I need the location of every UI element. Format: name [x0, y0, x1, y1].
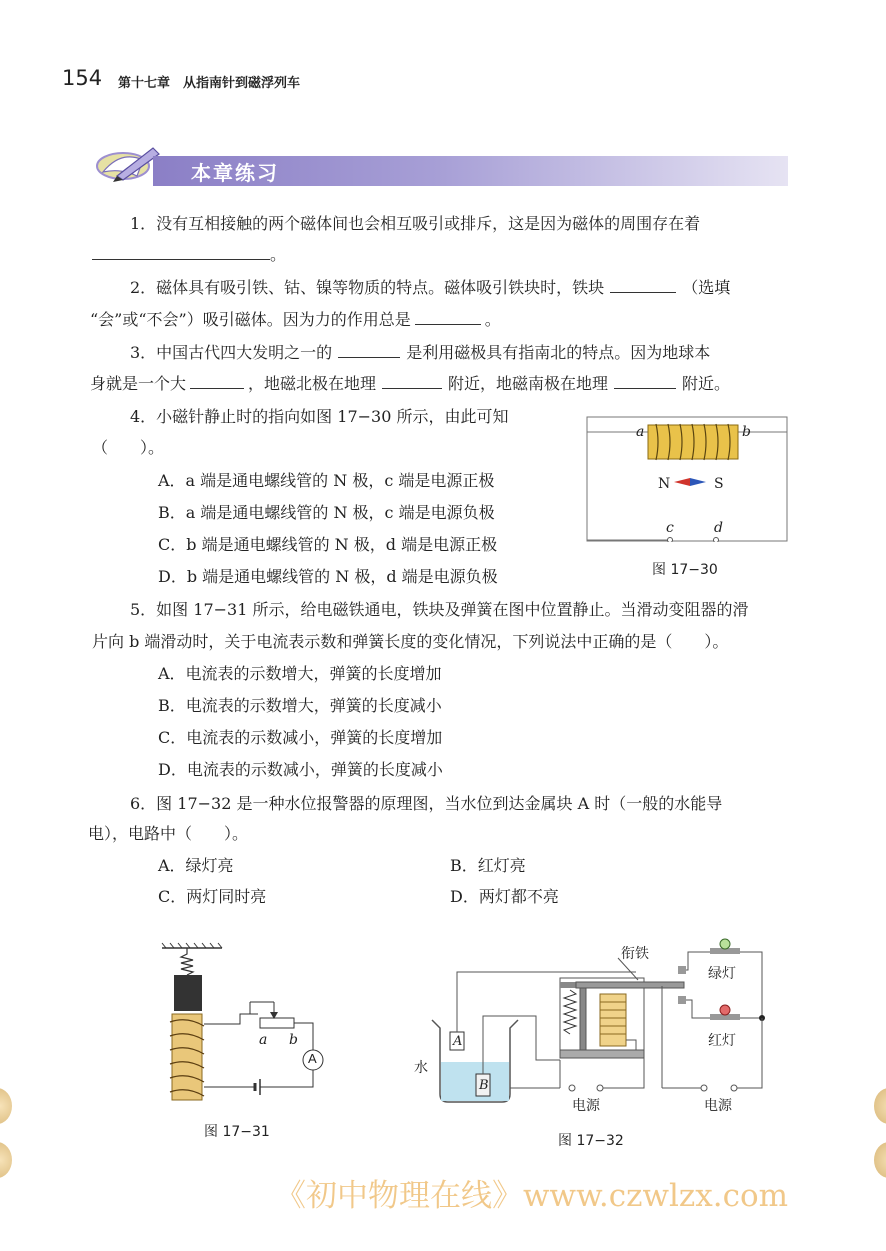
fig32-block-b-label: B	[479, 1078, 489, 1093]
fig32-power2-label: 电源	[704, 1098, 732, 1114]
fig32-power1-label: 电源	[572, 1098, 600, 1114]
q1-line1: 1．没有互相接触的两个磁体间也会相互吸引或排斥，这是因为磁体的周围存在着	[130, 214, 701, 233]
q6-option-c: C．两灯同时亮	[158, 887, 267, 906]
figure-17-32	[410, 938, 780, 1116]
q6-line1: 6．图 17−32 是一种水位报警器的原理图，当水位到达金属块 A 时（一般的水能导	[130, 794, 723, 813]
side-decoration-right-2	[874, 1142, 886, 1178]
red-lamp	[720, 1005, 730, 1015]
fig30-caption: 图 17−30	[652, 562, 718, 578]
watermark: 《初中物理在线》www.czwlzx.com	[275, 1178, 789, 1214]
q5-option-d: D．电流表的示数减小，弹簧的长度减小	[158, 760, 443, 779]
side-decoration-left-1	[0, 1088, 12, 1124]
section-title: 本章练习	[191, 161, 279, 185]
fig31-ammeter-label: A	[308, 1051, 317, 1066]
fig32-green-lamp-label: 绿灯	[708, 966, 736, 982]
fig30-label-c: c	[666, 520, 674, 536]
fig31-caption: 图 17−31	[204, 1124, 270, 1140]
fig32-red-lamp-label: 红灯	[708, 1033, 736, 1049]
fig32-water-label: 水	[414, 1060, 428, 1076]
q6-option-a: A．绿灯亮	[158, 856, 234, 875]
solenoid-circuit-diagram	[586, 416, 788, 542]
q5-option-b: B．电流表的示数增大，弹簧的长度减小	[158, 696, 442, 715]
side-decoration-left-2	[0, 1142, 12, 1178]
compass-needle-s	[690, 478, 706, 486]
fig31-label-b: b	[289, 1032, 298, 1048]
q4-paren: （ ）。	[92, 438, 165, 457]
rheostat	[260, 1018, 294, 1028]
green-lamp	[720, 939, 730, 949]
q5-option-a: A．电流表的示数增大，弹簧的长度增加	[158, 664, 442, 683]
q5-line2: 片向 b 端滑动时，关于电流表示数和弹簧长度的变化情况，下列说法中正确的是（ ）。	[92, 632, 729, 651]
q4-option-a: A．a 端是通电螺线管的 N 极，c 端是电源正极	[158, 471, 495, 490]
fig30-label-a: a	[636, 424, 645, 440]
fig31-label-a: a	[259, 1032, 268, 1048]
q1-blank	[92, 245, 270, 260]
fig30-label-d: d	[714, 520, 723, 536]
q3-line1: 3．中国古代四大发明之一的 是利用磁极具有指南北的特点。因为地球本	[130, 343, 711, 362]
q2-line1: 2．磁体具有吸引铁、钴、镍等物质的特点。磁体吸引铁块时，铁块 （选填	[130, 278, 731, 297]
q4-option-b: B．a 端是通电螺线管的 N 极，c 端是电源负极	[158, 503, 495, 522]
chapter-title: 第十七章 从指南针到磁浮列车	[118, 76, 301, 91]
side-decoration-right-1	[874, 1088, 886, 1124]
q5-option-c: C．电流表的示数减小，弹簧的长度增加	[158, 728, 443, 747]
iron-block	[174, 975, 202, 1011]
q6-line2: 电），电路中（ ）。	[88, 824, 249, 843]
compass-needle-n	[674, 478, 690, 486]
water	[441, 1062, 509, 1101]
figure-17-30	[586, 416, 788, 542]
electromagnet-spring-diagram	[160, 942, 335, 1108]
q3-line2: 身就是一个大 ，地磁北极在地理 附近，地磁南极在地理 附近。	[90, 374, 731, 393]
figure-17-31	[160, 942, 335, 1108]
q2-line2: “会”或“不会”）吸引磁体。因为力的作用总是 。	[90, 310, 501, 329]
fig32-caption: 图 17−32	[558, 1133, 624, 1149]
electromagnet-core	[172, 1014, 202, 1100]
q4-option-c: C．b 端是通电螺线管的 N 极，d 端是电源正极	[158, 535, 498, 554]
fig32-block-a-label: A	[453, 1034, 463, 1049]
armature	[576, 982, 684, 988]
q4-option-d: D．b 端是通电螺线管的 N 极，d 端是电源负极	[158, 567, 498, 586]
fig30-label-b: b	[742, 424, 751, 440]
q4-stem: 4．小磁针静止时的指向如图 17−30 所示，由此可知	[130, 407, 509, 426]
fig30-label-s: S	[714, 476, 724, 492]
q5-line1: 5．如图 17−31 所示，给电磁铁通电，铁块及弹簧在图中位置静止。当滑动变阻器的滑	[130, 600, 749, 619]
page-number: 154	[62, 66, 103, 90]
fig30-label-n: N	[658, 476, 671, 492]
q6-option-d: D．两灯都不亮	[450, 887, 559, 906]
q1-line2: 。	[92, 245, 286, 265]
q6-option-b: B．红灯亮	[450, 856, 526, 875]
fig32-armature-label: 衔铁	[621, 946, 649, 962]
section-banner	[93, 150, 788, 186]
